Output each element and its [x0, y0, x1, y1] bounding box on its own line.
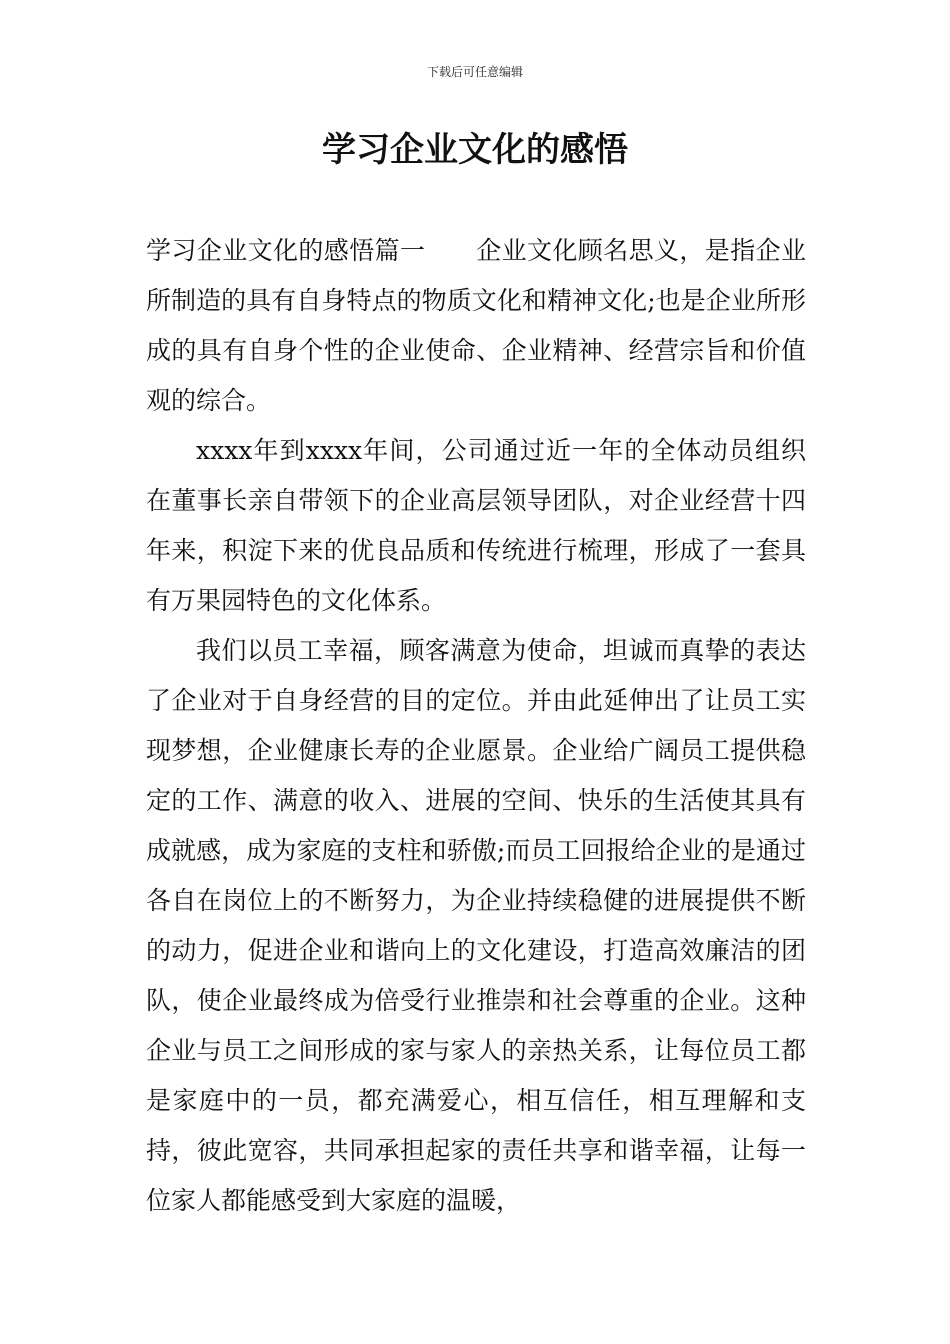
- paragraph-2: xxxx年到xxxx年间，公司通过近一年的全体动员组织在董事长亲自带领下的企业高层领导团队，对企业经营十四年来，积淀下来的优良品质和传统进行梳理，形成了一套具有万果园特色的文化体系。: [146, 436, 806, 615]
- paragraph-3: 我们以员工幸福，顾客满意为使命，坦诚而真挚的表达了企业对于自身经营的目的定位。并由此延伸出了让员工实现梦想，企业健康长寿的企业愿景。企业给广阔员工提供稳定的工作、满意的收入、进展的空间、快乐的生活使其具有成就感，成为家庭的支柱和骄傲;而员工回报给企业的是通过各自在岗位上的不断努力，为企业持续稳健的进展提供不断的动力，促进企业和谐向上的文化建设，打造高效廉洁的团队，使企业最终成为倍受行业推崇和社会尊重的企业。这种企业与员工之间形成的家与家人的亲热关系，让每位员工都是家庭中的一员，都充满爱心，相互信任，相互理解和支持，彼此宽容，共同承担起家的责任共享和谐幸福，让每一位家人都能感受到大家庭的温暖，: [146, 636, 806, 1215]
- paragraph-1: 学习企业文化的感悟篇一 企业文化顾名思义，是指企业所制造的具有自身特点的物质文化和精神文化;也是企业所形成的具有自身个性的企业使命、企业精神、经营宗旨和价值观的综合。: [146, 236, 806, 415]
- header-note: 下载后可任意编辑: [426, 65, 523, 79]
- document-title: 学习企业文化的感悟: [322, 130, 628, 170]
- document-body: [146, 226, 806, 1226]
